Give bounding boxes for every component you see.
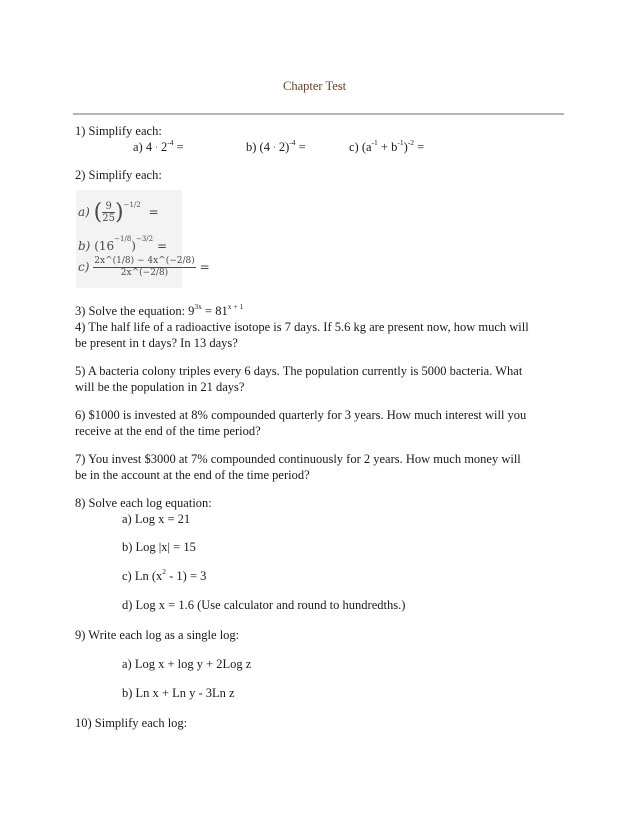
question-10-label: 10) Simplify each log: (75, 716, 188, 730)
question-5-line-2: will be the population in 21 days? (75, 380, 245, 394)
question-4-line-2: be present in t days? In 13 days? (75, 336, 238, 350)
question-2b-expression: b) $(16^{-1/8})^{-3/2}$ = (78, 235, 168, 253)
question-3: 3) Solve the equation: $9^{3x} = 81^{x + 1}$ (75, 302, 244, 318)
question-9-label: 9) Write each log as a single log: (75, 628, 240, 642)
title-divider (73, 113, 564, 115)
question-1-label: 1) Simplify each: (75, 124, 162, 138)
question-2-math-image (76, 190, 210, 288)
question-7-line-2: be in the account at the end of the time period? (75, 468, 310, 482)
question-1c: c) $(a^{-1} + b^{-1})^{-2}$ = (349, 138, 425, 154)
question-1a: a) $4 \cdot 2^{-4}$ = (133, 138, 184, 154)
question-4-line-1: 4) The half life of a radioactive isotope is 7 days. If 5.6 kg are present now, how much will (75, 320, 529, 334)
question-8c: c) Ln $(x^2 - 1) = 3$ (122, 567, 207, 583)
question-9b: b) Ln x + Ln y - 3Ln z (122, 686, 235, 700)
question-5-line-1: 5) A bacteria colony triples every 6 days. The population currently is 5000 bacteria. What (75, 364, 523, 378)
question-2-label: 2) Simplify each: (75, 168, 162, 182)
question-8d: d) Log x = 1.6 (Use calculator and round to hundredths.) (122, 598, 406, 612)
page-title: Chapter Test (283, 79, 347, 93)
question-2c-expression: c) $\frac{2x\^{}(1/8) - 4x\^{}(-2/8)}{2x\^{}(-2/8)}$ = (78, 256, 210, 278)
question-9a: a) Log x + log y + 2Log z (122, 657, 252, 671)
question-8b: b) Log |x| = 15 (122, 540, 196, 554)
question-1b: b) $(4 \cdot 2)^{-4}$ = (246, 138, 306, 154)
question-7-line-1: 7) You invest $3000 at 7% compounded continuously for 2 years. How much money will (75, 452, 521, 466)
question-6-line-2: receive at the end of the time period? (75, 424, 261, 438)
question-8a: a) Log x = 21 (122, 512, 191, 526)
question-8-label: 8) Solve each log equation: (75, 496, 212, 510)
question-2a-expression: a) ( $\frac{9}{25}$ )$^{-1/2}$ = (78, 200, 159, 225)
question-6-line-1: 6) $1000 is invested at 8% compounded quarterly for 3 years. How much interest will you (75, 408, 527, 422)
